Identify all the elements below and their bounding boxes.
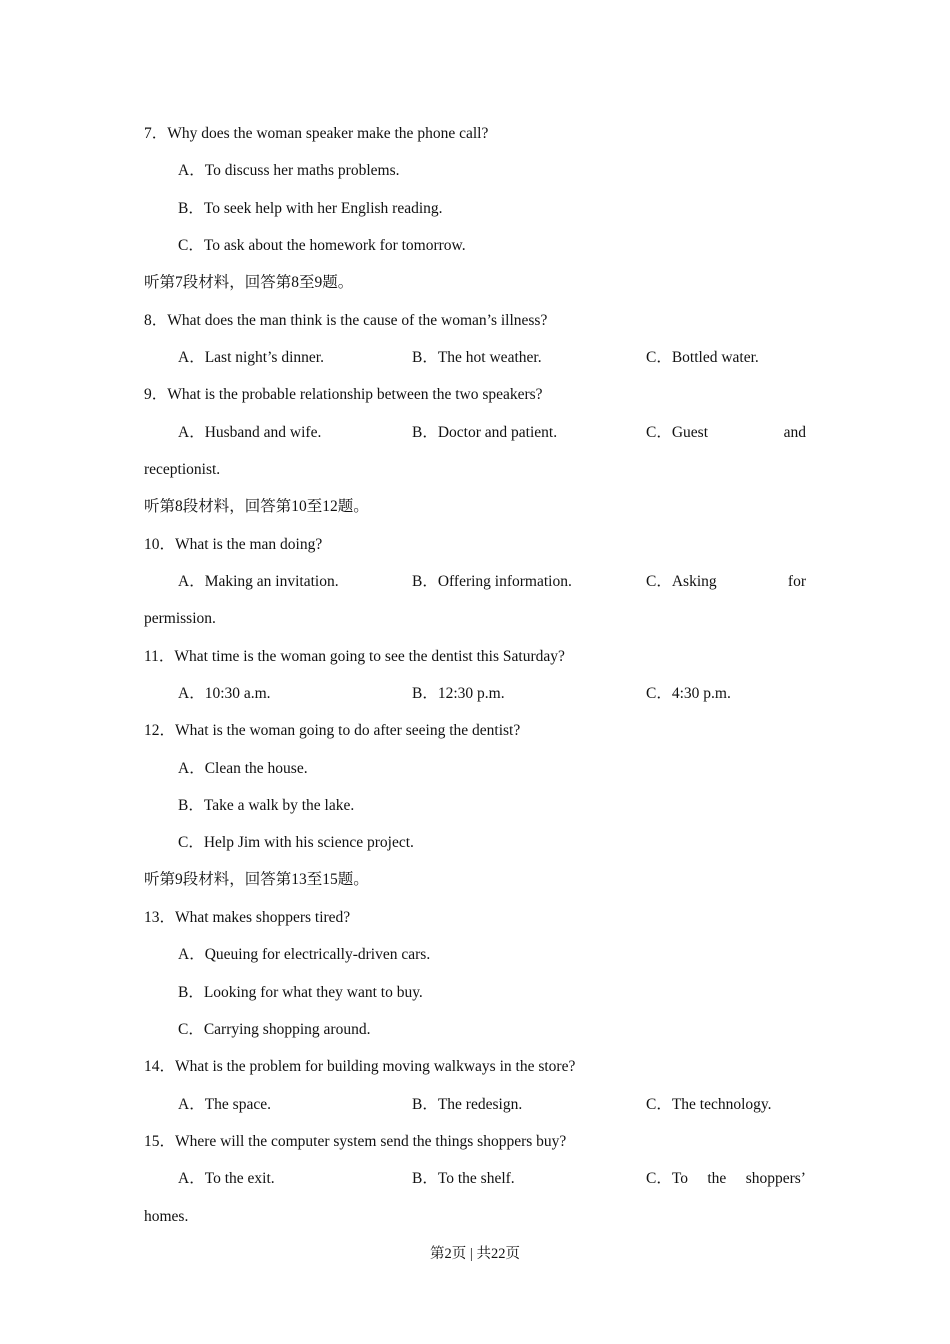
q11-option-b: B．12:30 p.m. [412, 685, 505, 702]
q7-option-b: B．To seek help with her English reading. [178, 200, 443, 217]
q9-option-c-continued: receptionist. [144, 461, 221, 478]
q9-option-b: B．Doctor and patient. [412, 424, 558, 441]
q10-option-c [646, 572, 806, 592]
q13-option-b: B．Looking for what they want to buy. [178, 984, 423, 1001]
question-12: 12．What is the woman going to do after seeing the dentist? [144, 722, 521, 739]
question-13: 13．What makes shoppers tired? [144, 909, 351, 926]
q15-option-a: A．To the exit. [178, 1170, 275, 1187]
q15-option-c-word: shoppers’ [745, 1170, 806, 1187]
q12-option-c: C．Help Jim with his science project. [178, 834, 414, 851]
section-7-instruction: 听第7段材料，回答第8至9题。 [144, 274, 354, 291]
question-15: 15．Where will the computer system send the things shoppers buy? [144, 1133, 567, 1150]
question-8: 8．What does the man think is the cause of the woman’s illness? [144, 312, 548, 329]
q10-option-b: B．Offering information. [412, 573, 572, 590]
q15-option-c-continued: homes. [144, 1208, 189, 1225]
section-9-instruction: 听第9段材料，回答第13至15题。 [144, 871, 369, 888]
question-10: 10．What is the man doing? [144, 536, 323, 553]
q15-option-c-word: C．To [646, 1170, 688, 1187]
page-footer: 第2页 | 共22页 [430, 1246, 520, 1262]
q8-option-c: C．Bottled water. [646, 349, 759, 366]
q12-option-a: A．Clean the house. [178, 760, 308, 777]
q9-option-c-word: and [783, 424, 806, 441]
q15-option-c [646, 1169, 806, 1189]
question-7: 7．Why does the woman speaker make the phone call? [144, 125, 489, 142]
q13-option-c: C．Carrying shopping around. [178, 1021, 371, 1038]
q8-option-a: A．Last night’s dinner. [178, 349, 324, 366]
question-9: 9．What is the probable relationship between the two speakers? [144, 386, 543, 403]
q11-option-c: C．4:30 p.m. [646, 685, 731, 702]
q10-option-a: A．Making an invitation. [178, 573, 339, 590]
q11-option-a: A．10:30 a.m. [178, 685, 271, 702]
q10-option-c-word: C．Asking [646, 573, 717, 590]
q14-option-a: A．The space. [178, 1096, 271, 1113]
section-8-instruction: 听第8段材料，回答第10至12题。 [144, 498, 369, 515]
q15-option-b: B．To the shelf. [412, 1170, 515, 1187]
q8-option-b: B．The hot weather. [412, 349, 542, 366]
q14-option-b: B．The redesign. [412, 1096, 523, 1113]
q9-option-c [646, 423, 806, 443]
q15-option-c-word: the [707, 1170, 727, 1187]
q9-option-a: A．Husband and wife. [178, 424, 322, 441]
q10-option-c-continued: permission. [144, 610, 216, 627]
q10-option-c-word: for [787, 573, 806, 590]
question-11: 11．What time is the woman going to see the dentist this Saturday? [144, 648, 565, 665]
question-14: 14．What is the problem for building moving walkways in the store? [144, 1058, 576, 1075]
q7-option-a: A．To discuss her maths problems. [178, 162, 400, 179]
q9-option-c-word: C．Guest [646, 424, 709, 441]
q7-option-c: C．To ask about the homework for tomorrow. [178, 237, 466, 254]
q12-option-b: B．Take a walk by the lake. [178, 797, 355, 814]
q13-option-a: A．Queuing for electrically-driven cars. [178, 946, 431, 963]
q14-option-c: C．The technology. [646, 1096, 772, 1113]
